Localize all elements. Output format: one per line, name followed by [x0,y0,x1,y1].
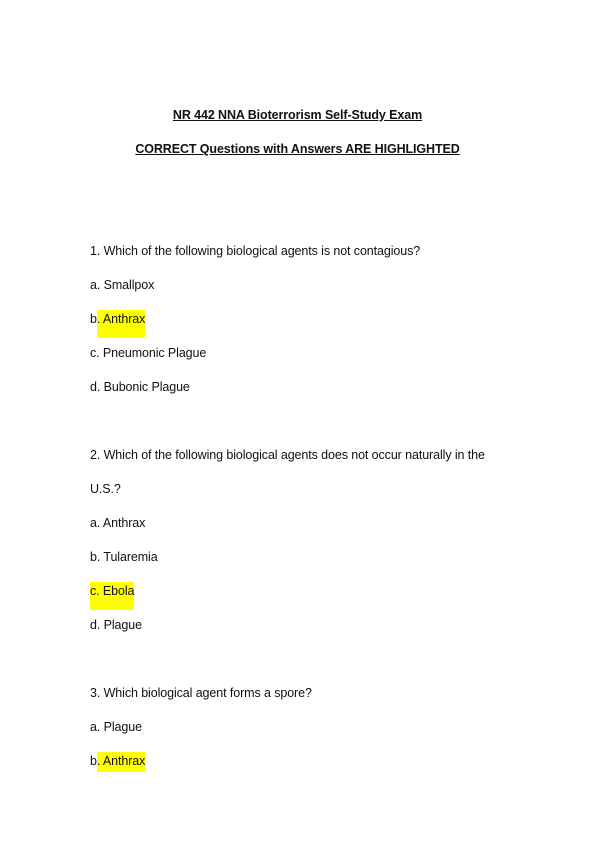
question-1-prompt: 1. Which of the following biological agents is not contagious? [90,244,421,258]
question-3-option-b-correct [90,754,145,768]
option-prefix: b [90,312,97,326]
option-prefix: b [90,754,97,768]
question-1-option-a [90,278,154,292]
question-3-prompt: 3. Which biological agent forms a spore? [90,686,312,700]
question-2-option-c-correct [90,584,134,598]
option-text: Bubonic Plague [103,380,190,394]
option-prefix: a. [90,278,104,292]
question-2-option-a [90,516,145,530]
option-text: Plague [103,720,142,734]
question-2-option-d [90,618,142,632]
option-text: Anthrax [102,516,146,530]
question-2-option-b [90,550,158,564]
option-prefix: a. [90,720,104,734]
highlighted-answer: . Anthrax [97,752,145,772]
option-prefix: b. [90,550,104,564]
question-1-option-c [90,346,206,360]
option-prefix: a. [90,516,103,530]
option-text: Pneumonic Plague [102,346,207,360]
document-title: NR 442 NNA Bioterrorism Self-Study Exam [172,108,423,122]
highlighted-answer: . Anthrax [97,310,145,338]
question-2-prompt-line2: U.S.? [90,482,121,496]
question-3-option-a [90,720,142,734]
option-text: Plague [103,618,142,632]
option-text: Tularemia [103,550,158,564]
question-1-option-d [90,380,190,394]
option-prefix: c. [90,346,103,360]
option-prefix: d. [90,380,104,394]
option-prefix: d. [90,618,104,632]
document-subtitle: CORRECT Questions with Answers ARE HIGHLIGHTED [135,142,460,156]
question-2-prompt-line1: 2. Which of the following biological agents does not occur naturally in the [90,448,485,462]
highlighted-answer: c. Ebola [90,582,134,610]
question-1-option-b-correct [90,312,145,326]
option-text: Smallpox [103,278,155,292]
